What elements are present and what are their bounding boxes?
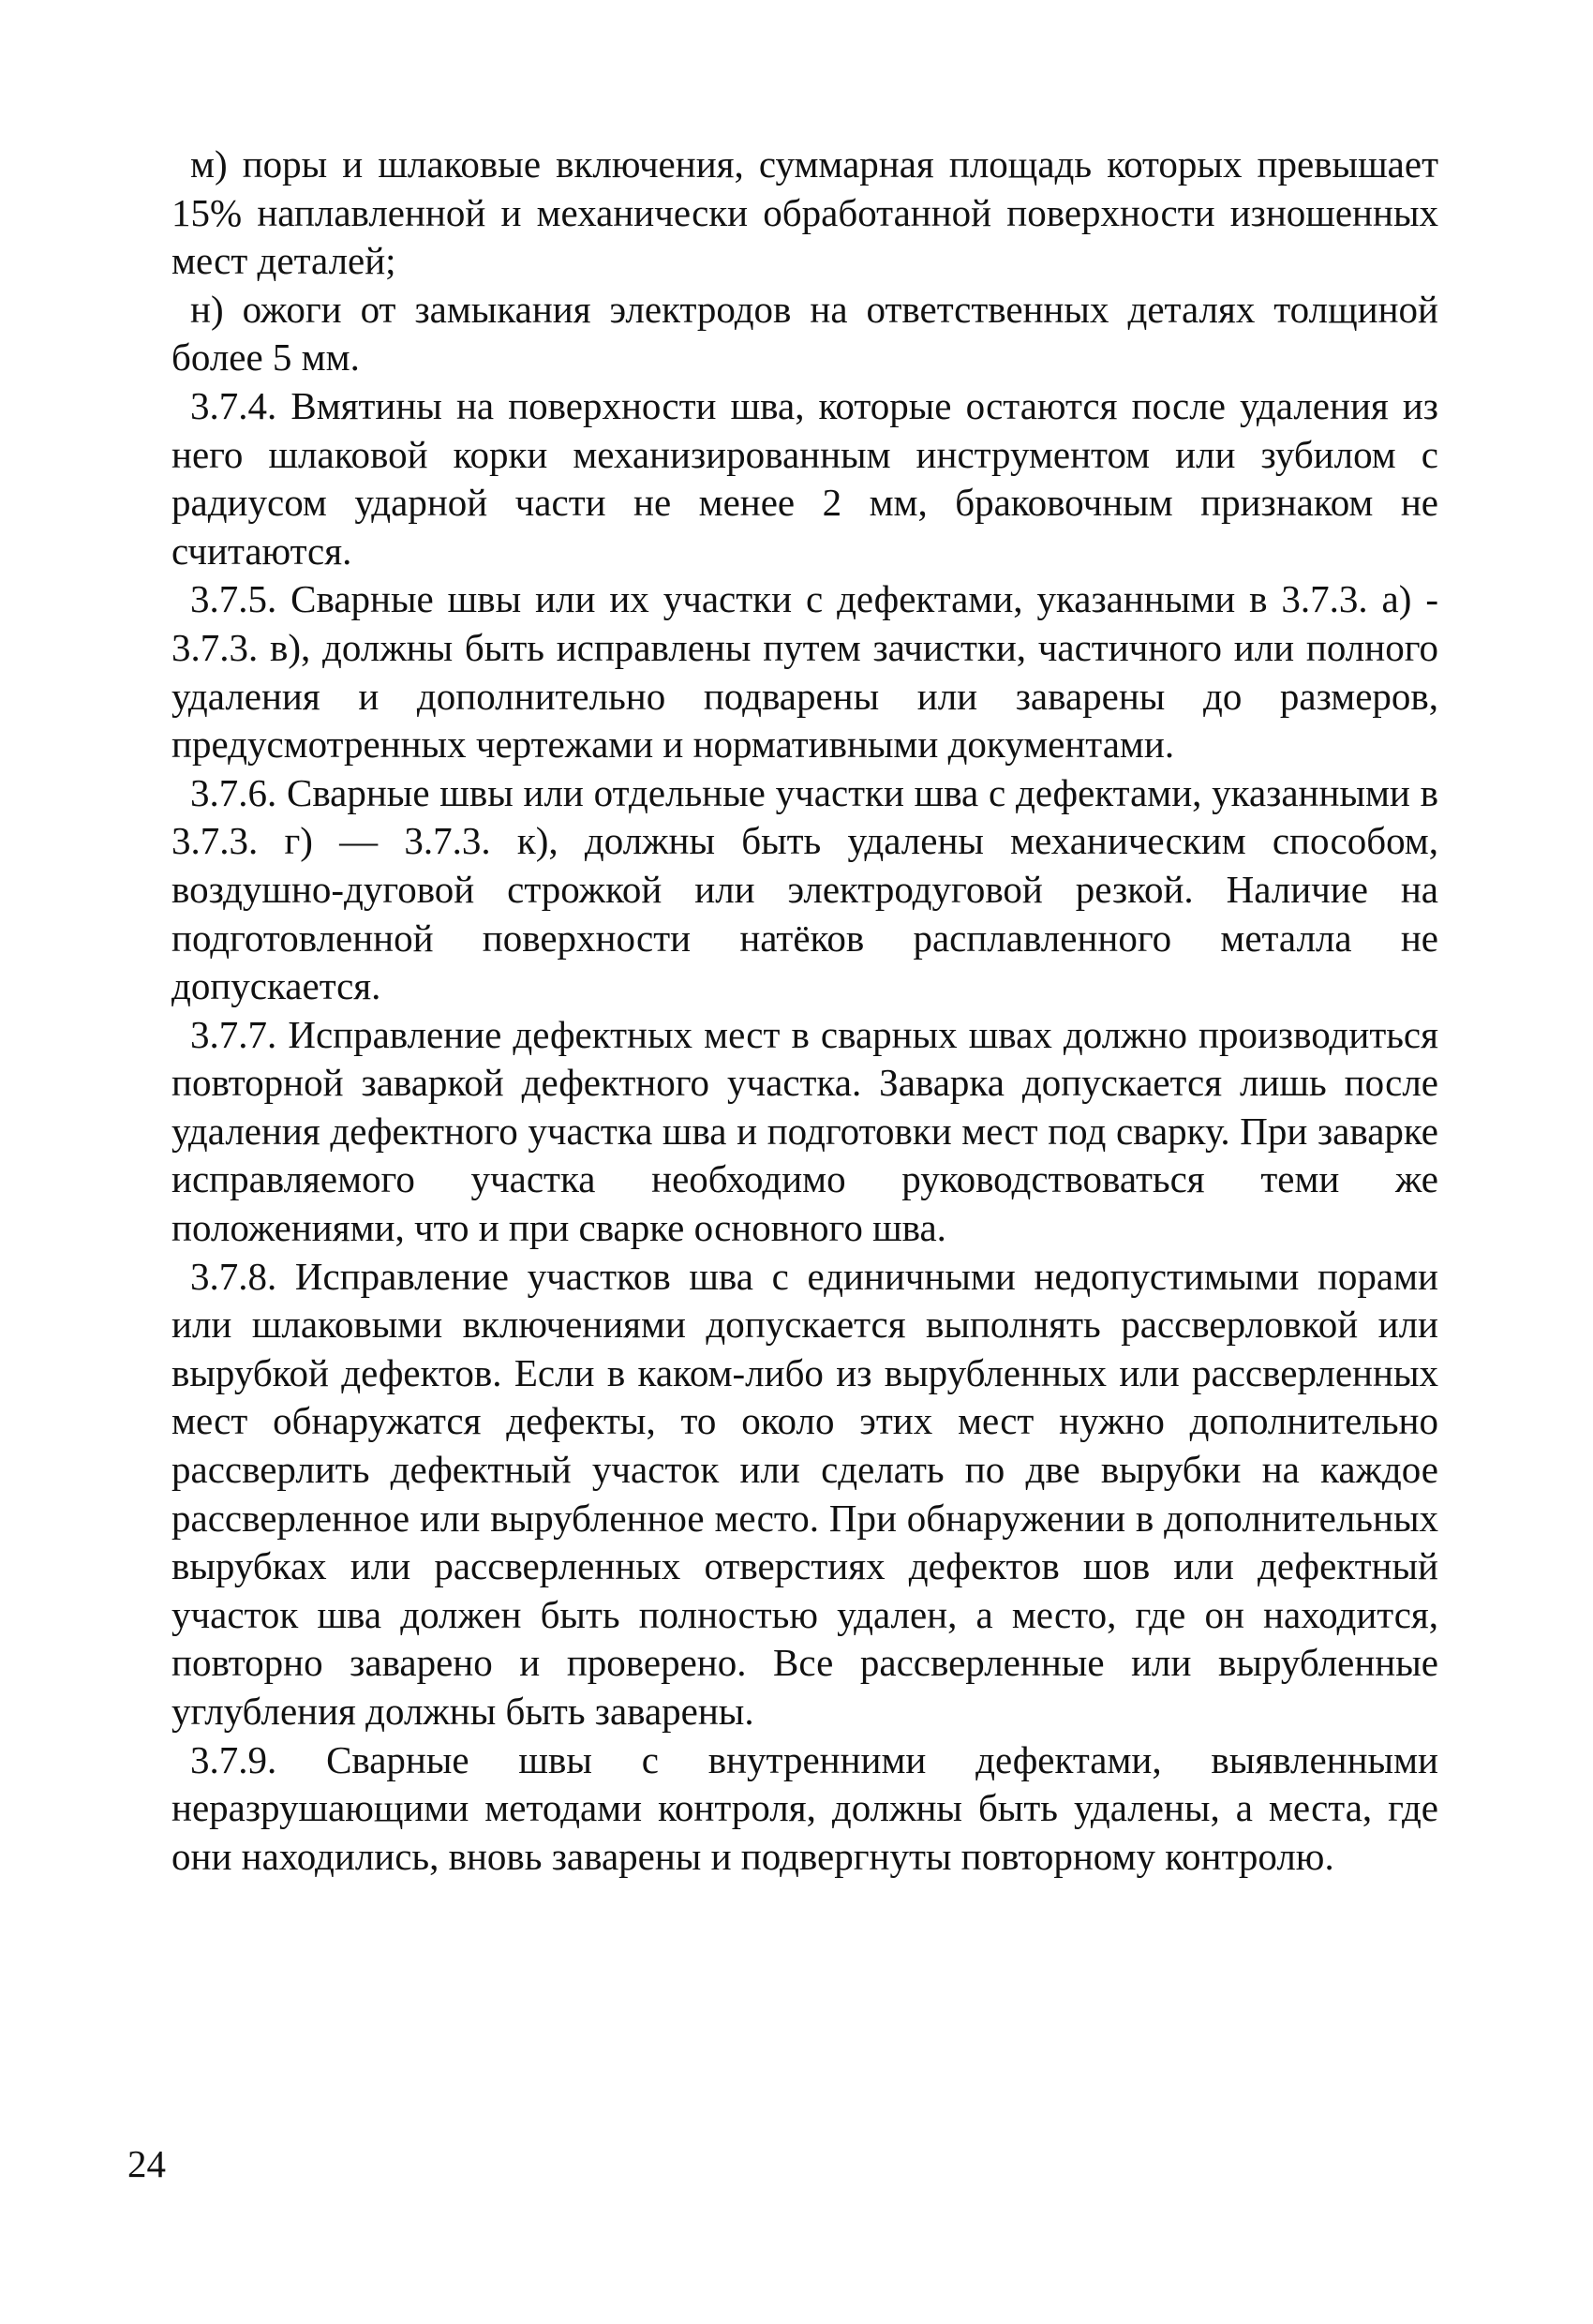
- paragraph-3-7-9: 3.7.9. Сварные швы с внутренними дефектами, выявленными неразрушающими методами контроля, должны быть удалены, а места, где они находились, вновь заварены и подвергнуты повторному контролю.: [171, 1737, 1438, 1878]
- body-text: [171, 141, 1438, 1881]
- paragraph-item-n: н) ожоги от замыкания электродов на ответственных деталях толщиной более 5 мм.: [171, 287, 1438, 380]
- paragraph-3-7-7: 3.7.7. Исправление дефектных мест в сварных швах должно производиться повторной заваркой дефектного участка. Заварка допускается лишь после удаления дефектного участка шва и подготовки мест под сварку. При заварке исправляемого участка необходимо руководствоваться теми же положениями, что и при сварке основного шва.: [171, 1012, 1438, 1250]
- paragraph-item-m: м) поры и шлаковые включения, суммарная площадь которых превышает 15% наплавленной и механически обработанной поверхности изношенных мест деталей;: [171, 142, 1438, 283]
- paragraph-3-7-4: 3.7.4. Вмятины на поверхности шва, которые остаются после удаления из него шлаковой корки механизированным инструментом или зубилом с радиусом ударной части не менее 2 мм, браковочным признаком не считаются.: [171, 383, 1438, 573]
- page-number: 24: [127, 2142, 166, 2185]
- paragraph-3-7-6: 3.7.6. Сварные швы или отдельные участки шва с дефектами, указанными в 3.7.3. г) — 3.7.3. к), должны быть удалены механическим способом, воздушно-дуговой строжкой или электродуговой резкой. Наличие на подготовленной поверхности натёков расплавленного металла не допускается.: [171, 770, 1438, 1008]
- paragraph-3-7-8: 3.7.8. Исправление участков шва с единичными недопустимыми порами или шлаковыми включениями допускается выполнять рассверловкой или вырубкой дефектов. Если в каком-либо из вырубленных или рассверленных мест обнаружатся дефекты, то около этих мест нужно дополнительно рассверлить дефектный участок или сделать по две вырубки на каждое рассверленное или вырубленное место. При обнаружении в дополнительных вырубках или рассверленных отверстиях дефектов шов или дефектный участок шва должен быть полностью удален, а место, где он находится, повторно заварено и проверено. Все рассверленные или вырубленные углубления должны быть заварены.: [171, 1254, 1438, 1733]
- paragraph-3-7-5: 3.7.5. Сварные швы или их участки с дефектами, указанными в 3.7.3. а) - 3.7.3. в), должны быть исправлены путем зачистки, частичного или полного удаления и дополнительно подварены или заварены до размеров, предусмотренных чертежами и нормативными документами.: [171, 577, 1438, 767]
